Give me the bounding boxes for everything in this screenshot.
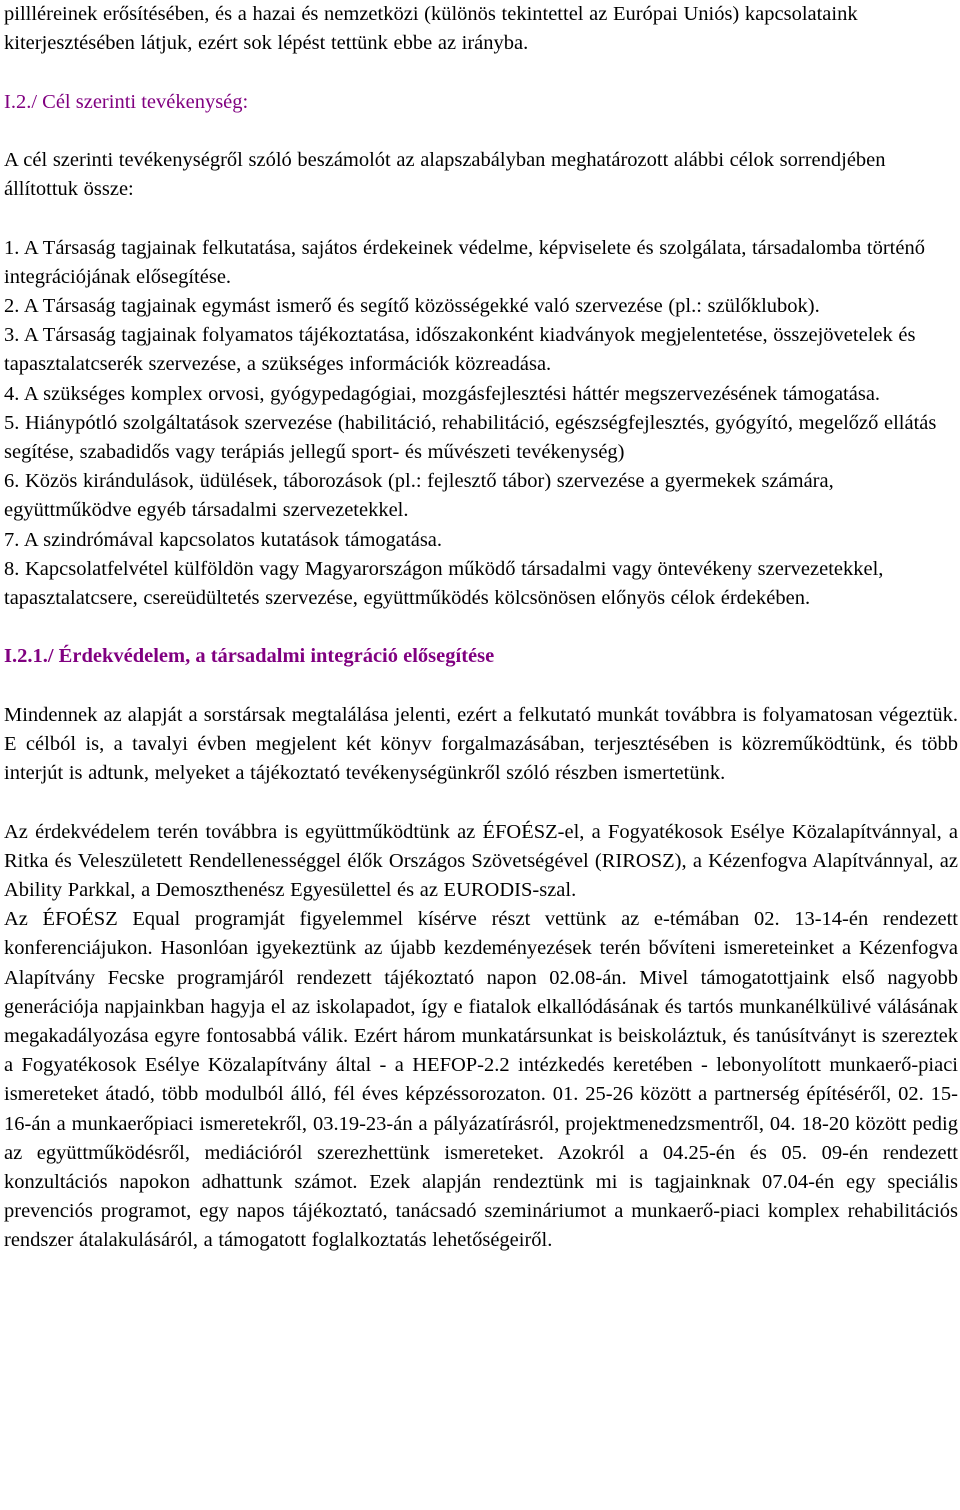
goal-item-5: 5. Hiánypótló szolgáltatások szervezése (habilitáció, rehabilitáció, egészségfejlesztés, gyógyító, megelőző ellátás segítése, szabadidős vagy terápiás jellegű sport- és művészeti tevékenység) [4, 411, 937, 463]
section-i21-paragraph-3: Az ÉFOÉSZ Equal programját figyelemmel kísérve részt vettünk az e-témában 02. 13-14-én rendezett konferenciájukon. Hasonlóan igyekeztünk az újabb kezdeményezések terén bővíteni ismereteinket a Kézenfogva Alapítvány Fecske programjáról rendezett tájékoztató napon 02.08-án. Mivel támogatottjaink első nagyobb generációja napjainkban hagyja el az iskolapadot, így e fiatalok elkallódásának és tartós munkanélkülivé válásának megakadályozása egyre fontosabbá válik. Ezért három munkatársunkat is beiskoláztuk, és tanúsítványt is szereztek a Fogyatékosok Esélye Közalapítvány által - a HEFOP-2.2 intézkedés keretében - lebonyolított munkaerő-piaci ismereteket átadó, több modulból álló, fél éves képzéssorozaton. 01. 25-26 között a partnerség építéséről, 02. 15-16-án a munkaerőpiaci ismeretekről, 03.19-23-án a pályázatírásról, projektmenedzsmentről, 04. 18-20 között pedig az együttműködésről, mediációról szerezhettünk ismereteket. Azokról a 04.25-én és 05. 09-én rendezett konzultációs napokon adhattunk számot. Ezek alapján rendeztünk mi is tagjainknak 07.04-én egy speciális prevenciós programot, egy napos tájékoztató, tanácsadó szemináriumot a munkaerő-piaci komplex rehabilitációs rendszer átalakulásáról, a támogatott foglalkoztatás lehetőségeiről. [4, 908, 958, 1252]
spacer [4, 117, 958, 146]
section-i2-intro: A cél szerinti tevékenységről szóló beszámolót az alapszabályban meghatározott alábbi célok sorrendjében állítottuk össze: [4, 148, 886, 201]
section-heading-i2: I.2./ Cél szerinti tevékenység: [4, 90, 249, 113]
section-i21-paragraph-1: Mindennek az alapját a sorstársak megtalálása jelenti, ezért a felkutató munkát továbbra is folyamatosan végeztük. E célból is, a tavalyi évben megjelent két könyv forgalmazásában, terjesztésében is közreműködtünk, és több interjút is adtunk, melyeket a tájékoztató tevékenységünkről szóló részben ismertetünk. [4, 703, 958, 785]
goal-item-2: 2. A Társaság tagjainak egymást ismerő és segítő közösségekké való szervezése (pl.: szülőklubok). [4, 294, 820, 317]
goal-item-4: 4. A szükséges komplex orvosi, gyógypedagógiai, mozgásfejlesztési háttér megszervezésének támogatása. [4, 382, 881, 405]
document-page [4, 0, 958, 1256]
goal-list [4, 234, 958, 614]
goal-item-7: 7. A szindrómával kapcsolatos kutatások támogatása. [4, 528, 443, 551]
goal-item-3: 3. A Társaság tagjainak folyamatos tájékoztatása, időszakonként kiadványok megjelentetése, összejövetelek és tapasztalatcserék szervezése, a szükséges információk közreadása. [4, 324, 916, 376]
spacer [4, 204, 958, 233]
spacer [4, 58, 958, 87]
spacer [4, 788, 958, 817]
spacer [4, 672, 958, 701]
section-i21-paragraph-2: Az érdekvédelem terén továbbra is együttműködtünk az ÉFOÉSZ-el, a Fogyatékosok Esélye Közalapítvánnyal, a Ritka és Veleszületett Rendellenességgel élők Országos Szövetségével (RIROSZ), a Kézenfogva Alapítvánnyal, az Ability Parkkal, a Demoszthenész Egyesülettel és az EURODIS-szal. [4, 820, 958, 901]
intro-continuation: pillléreinek erősítésében, és a hazai és nemzetközi (különös tekintettel az Európai Uniós) kapcsolataink kiterjesztésében látjuk, ezért sok lépést tettünk ebbe az irányba. [4, 3, 858, 55]
goal-item-8: 8. Kapcsolatfelvétel külföldön vagy Magyarországon működő társadalmi vagy öntevékeny szervezetekkel, tapasztalatcsere, csereüdültetés szervezése, együttműködés kölcsönösen előnyös célok érdekében. [4, 557, 884, 610]
section-heading-i21: I.2.1./ Érdekvédelem, a társadalmi integráció elősegítése [4, 645, 495, 668]
spacer [4, 613, 958, 642]
goal-item-6: 6. Közös kirándulások, üdülések, táborozások (pl.: fejlesztő tábor) szervezése a gyermekek számára, együttműködve egyéb társadalmi szervezetekkel. [4, 470, 834, 522]
goal-item-1: 1. A Társaság tagjainak felkutatása, sajátos érdekeinek védelme, képviselete és szolgálata, társadalomba történő integrációjának elősegítése. [4, 236, 925, 288]
